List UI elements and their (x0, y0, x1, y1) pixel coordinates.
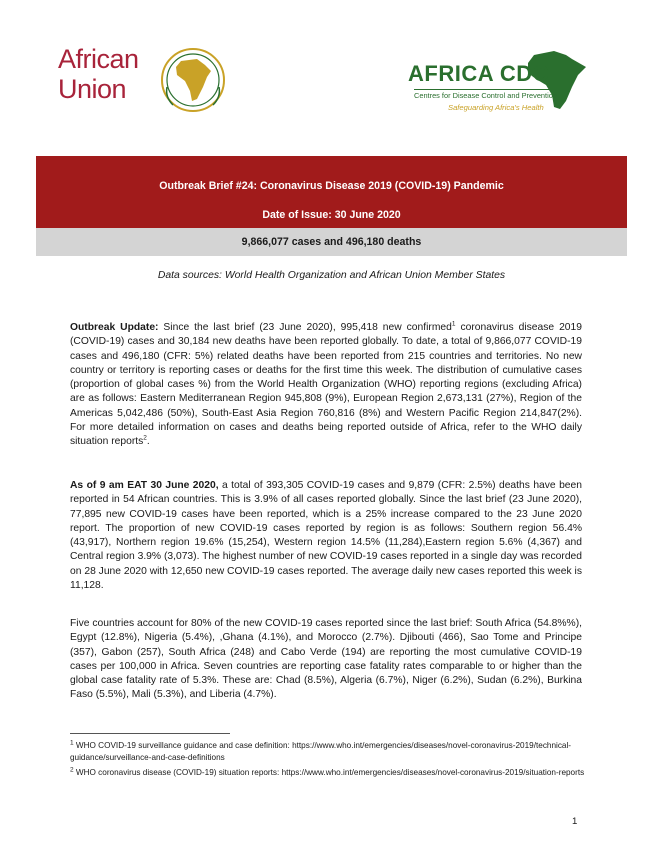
p2-text: a total of 393,305 COVID-19 cases and 9,879 (CFR: 2.5%) deaths have been reported in 54 African countries. This is 3.9% of all cases reported globally. Since the last brief (23 June 2020), 77,895 new COVID-19 cases have been reported, which is a 25% increase compared to the 23 June 2020 report. The proportion of new COVID-19 cases reported by region is as follows: Southern region 56.4% (43,917), Northern region 19.6% (15,254), Western region 14.5% (11,284),Eastern region 5.6% (4,367) and Central region 3.9% (3,073). The highest number of new COVID-19 cases reported in a single day was recorded on 28 June 2020 with 12,650 new COVID-19 cases reported. The average daily new cases reported this week is 11,128. (70, 480, 582, 592)
title-banner (36, 156, 627, 228)
page-number: 1 (572, 816, 578, 827)
issue-date: Date of Issue: 30 June 2020 (262, 209, 401, 221)
summary-bar: 9,866,077 cases and 496,180 deaths (36, 228, 627, 256)
cdc-title: AFRICA CDC (408, 61, 550, 86)
brief-title: Outbreak Brief #24: Coronavirus Disease 2019 (COVID-19) Pandemic (159, 180, 504, 192)
african-union-logo (58, 44, 238, 120)
footnote-1-number: 1 (70, 739, 74, 747)
footnote-ref-2: 2 (143, 434, 147, 442)
cdc-tagline: Safeguarding Africa's Health (448, 103, 544, 112)
africa-status-paragraph (70, 479, 582, 593)
footnote-2-number: 2 (70, 766, 74, 774)
footnote-2-text: WHO coronavirus disease (COVID-19) situation reports: https://www.who.int/emergencies/diseases/novel-coronavirus-2019/situation-reports (73, 768, 585, 777)
outbreak-update-paragraph (70, 321, 582, 450)
africa-cdc-logo (408, 45, 608, 115)
footnote-ref-1: 1 (451, 320, 456, 328)
cdc-subtitle: Centres for Disease Control and Prevention (414, 91, 557, 100)
outbreak-update-lead: Outbreak Update: (70, 322, 159, 333)
data-sources: Data sources: World Health Organization and African Union Member States (157, 270, 506, 281)
p1-text-b: coronavirus disease 2019 (COVID-19) cases and 30,184 new deaths have been reported globally. To date, a total of 9,866,077 COVID-19 cases and 496,180 (CFR: 5%) related deaths have been reported from 215 countries and territories. No new country or territory is reporting cases or deaths for the first time this week. The distribution of cumulative cases (proportion of global cases %) from the World Health Organization (WHO) reporting regions (excluding Africa) are as follows: Eastern Mediterranean Region 945,808 (9%), European Region 2,673,131 (27%), Region of the Americas 5,042,486 (50%), South-East Asia Region 760,816 (8%) and Western Pacific Region 214,847(2%). For more detailed information on cases and deaths being reported outside of Africa, refer to the WHO daily situation reports (70, 322, 582, 448)
p1-text-a: Since the last brief (23 June 2020), 995,418 new confirmed (158, 322, 452, 333)
countries-paragraph: Five countries account for 80% of the new COVID-19 cases reported since the last brief: South Africa (54.8%%), Egypt (12.8%), Nigeria (5.4%), ,Ghana (4.1%), and Morocco (2.7%). Djibouti (466), Sao Tome and Principe (357), Gabon (257), South Africa (248) and Cabo Verde (194) are reporting the most cumulative COVID-19 cases per 100,000 in Africa. Seven countries are reporting case fatality rates comparable to or higher than the global case fatality rate of 5.3%. These are: Chad (8.5%), Algeria (6.7%), Niger (6.2%), Sudan (6.2%), Burkina Faso (5.5%), Mali (5.3%), and Liberia (4.7%). (70, 618, 582, 701)
africa-status-lead: As of 9 am EAT 30 June 2020, (70, 480, 219, 491)
footnote-divider (70, 733, 230, 734)
footnote-1-text: WHO COVID-19 surveillance guidance and case definition: https://www.who.int/emergencies/diseases/novel-coronavirus-2019/technical-guidance/surveillance-and-case-definitions (70, 741, 572, 762)
footnote-1 (70, 740, 590, 763)
au-line-1: African (58, 44, 139, 74)
au-line-2: Union (58, 74, 127, 104)
au-wordmark (58, 44, 139, 104)
footnote-2 (70, 767, 590, 779)
p1-text-end: . (146, 436, 150, 448)
au-emblem-icon (159, 47, 227, 113)
